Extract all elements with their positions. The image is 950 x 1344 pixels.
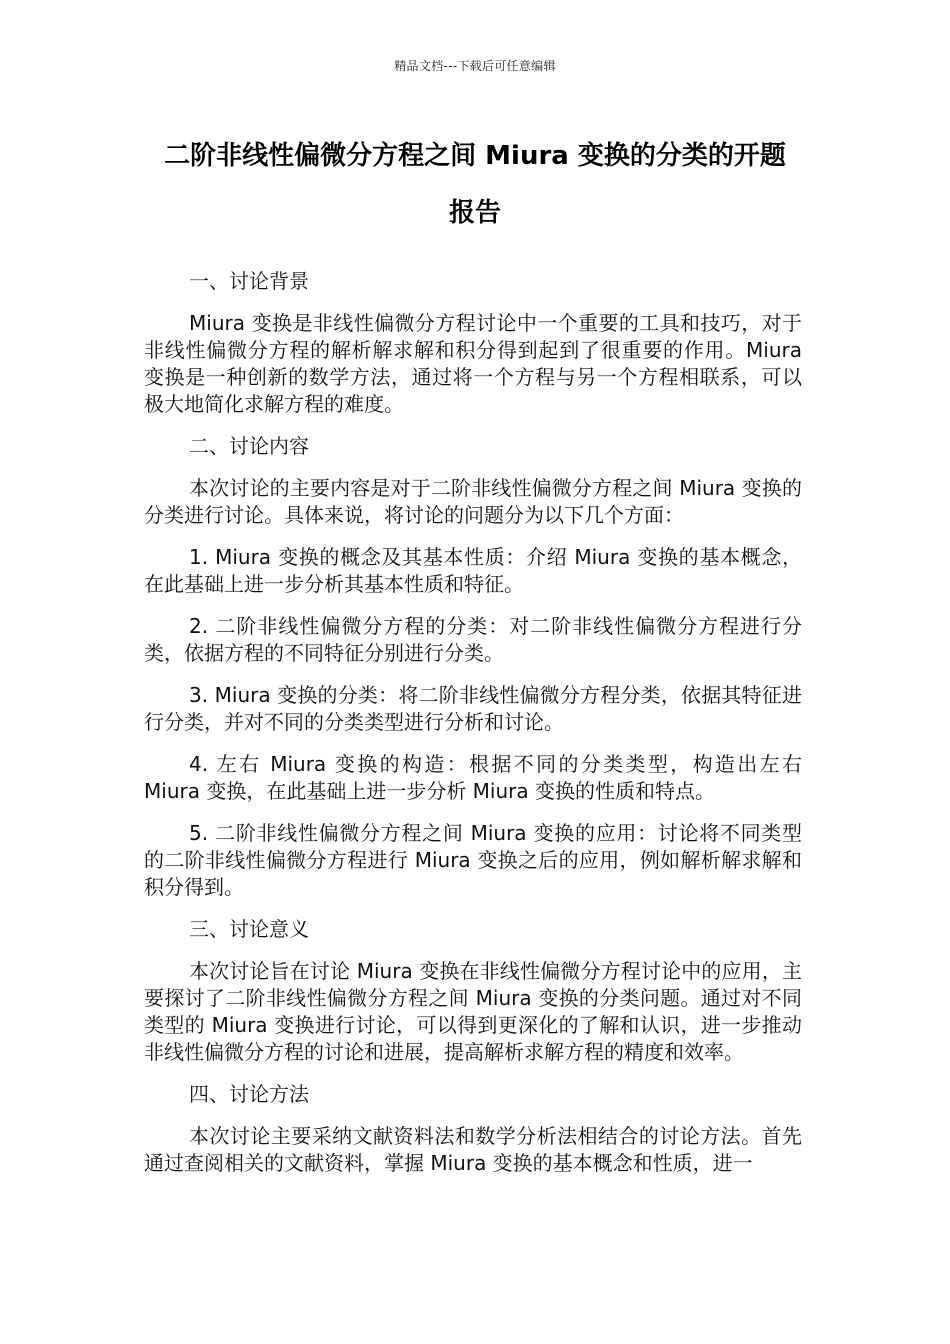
document-title-line-2: 报告 (448, 198, 501, 228)
page-header: 精品文档---下载后可任意编辑 (394, 59, 556, 73)
list-item-5: 5. 二阶非线性偏微分方程之间 Miura 变换的应用：讨论将不同类型的二阶非线性偏微分方程进行 Miura 变换之后的应用，例如解析解求解和积分得到。 (144, 821, 802, 899)
list-item-4: 4. 左右 Miura 变换的构造：根据不同的分类类型，构造出左右 Miura 变换，在此基础上进一步分析 Miura 变换的性质和特点。 (144, 752, 802, 803)
list-item-3: 3. Miura 变换的分类：将二阶非线性偏微分方程分类，依据其特征进行分类，并对不同的分类类型进行分析和讨论。 (144, 683, 802, 734)
paragraph-background: Miura 变换是非线性偏微分方程讨论中一个重要的工具和技巧，对于非线性偏微分方程的解析解求解和积分得到起到了很重要的作用。Miura 变换是一种创新的数学方法，通过将一个方程与另一个方程相联系，可以极大地简化求解方程的难度。 (144, 311, 802, 416)
document-body (144, 268, 802, 1192)
paragraph-significance: 本次讨论旨在讨论 Miura 变换在非线性偏微分方程讨论中的应用，主要探讨了二阶非线性偏微分方程之间 Miura 变换的分类问题。通过对不同类型的 Miura 变换进行讨论，可以得到更深化的了解和认识，进一步推动非线性偏微分方程的讨论和进展，提高解析求解方程的精度和效率。 (144, 959, 802, 1064)
section-heading-methods: 四、讨论方法 (189, 1082, 309, 1106)
paragraph-content-intro: 本次讨论的主要内容是对于二阶非线性偏微分方程之间 Miura 变换的分类进行讨论。具体来说，将讨论的问题分为以下几个方面： (144, 476, 802, 527)
list-item-1: 1. Miura 变换的概念及其基本性质：介绍 Miura 变换的基本概念，在此基础上进一步分析其基本性质和特征。 (144, 545, 802, 596)
section-heading-significance: 三、讨论意义 (189, 917, 309, 941)
section-heading-background: 一、讨论背景 (189, 269, 309, 293)
document-title-line-1: 二阶非线性偏微分方程之间 Miura 变换的分类的开题 (164, 141, 786, 171)
list-item-2: 2. 二阶非线性偏微分方程的分类：对二阶非线性偏微分方程进行分类，依据方程的不同特征分别进行分类。 (144, 614, 802, 665)
paragraph-methods: 本次讨论主要采纳文献资料法和数学分析法相结合的讨论方法。首先通过查阅相关的文献资料，掌握 Miura 变换的基本概念和性质，进一 (144, 1124, 802, 1175)
document-title (130, 128, 820, 242)
section-heading-content: 二、讨论内容 (189, 434, 309, 458)
